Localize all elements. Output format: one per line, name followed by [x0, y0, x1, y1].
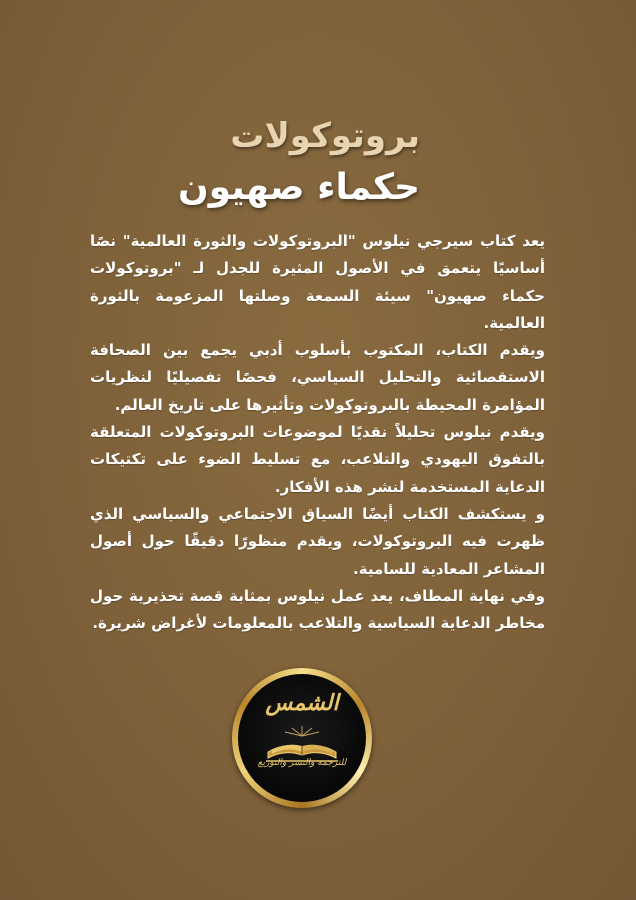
title-line-2: حكماء صهيون	[177, 167, 420, 208]
blurb-paragraph-1: يعد كتاب سيرجي نيلوس "البروتوكولات والثورة العالمية" نصًا أساسيًا يتعمق في الأصول المثيرة للجدل لـ "بروتوكولات حكماء صهيون" سيئة السمعة وصلتها المزعومة بالثورة العالمية.	[90, 232, 545, 332]
title-line-1: بروتوكولات	[230, 116, 420, 156]
publisher-tagline: للترجمة والنشر والتوزيع	[257, 758, 347, 768]
blurb-text	[90, 228, 545, 637]
publisher-name: الشمس	[265, 690, 339, 716]
blurb-paragraph-2: ويقدم الكتاب، المكتوب بأسلوب أدبي يجمع بين الصحافة الاستقصائية والتحليل السياسي، فحصًا تفصيليًا لنظريات المؤامرة المحيطة بالبروتوكولات وتأثيرها على تاريخ العالم.	[90, 341, 545, 414]
blurb-paragraph-3: ويقدم نيلوس تحليلاً نقديًا لموضوعات البروتوكولات المتعلقة بالتفوق اليهودي والتلاعب، مع تسليط الضوء على تكتيكات الدعاية المستخدمة لنشر هذه الأفكار.	[90, 423, 545, 496]
blurb-paragraph-5: وفي نهاية المطاف، يعد عمل نيلوس بمثابة قصة تحذيرية حول مخاطر الدعاية السياسية والتلاعب بالمعلومات لأغراض شريرة.	[90, 586, 545, 633]
blurb-paragraph-4: و يستكشف الكتاب أيضًا السياق الاجتماعي والسياسي الذي ظهرت فيه البروتوكولات، ويقدم منظورًا دقيقًا حول أصول المشاعر المعادية للسامية.	[90, 504, 545, 578]
publisher-logo	[232, 668, 372, 808]
